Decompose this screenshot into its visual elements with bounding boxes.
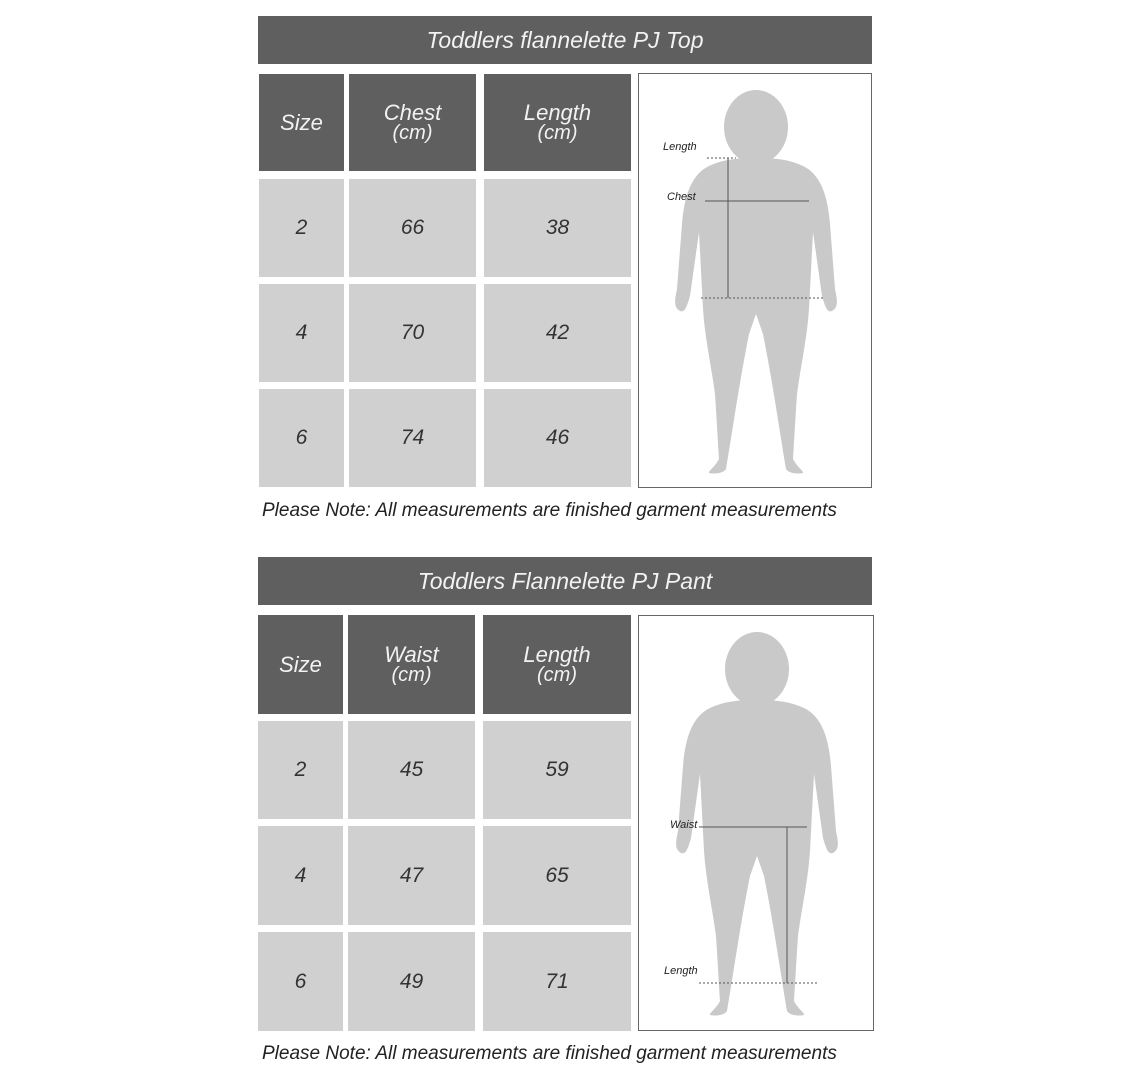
table-cell-length: 46 [484,389,631,487]
header-size [259,74,344,171]
header-size [258,615,343,714]
header-length [483,615,631,714]
table-cell-chest: 70 [349,284,476,382]
table-cell-size: 4 [259,284,344,382]
table-cell-size: 2 [258,721,343,819]
table-cell-chest: 66 [349,179,476,277]
table-cell-size: 6 [259,389,344,487]
figure-label-length: Length [663,141,697,153]
table-cell-length: 38 [484,179,631,277]
child-silhouette-icon [639,74,873,489]
measurement-note: Please Note: All measurements are finished garment measurements [262,1043,837,1064]
figure-label-waist: Waist [670,819,698,831]
header-size-label: Size [279,651,322,677]
header-waist [348,615,475,714]
header-size-label: Size [280,109,323,135]
table-cell-length: 71 [483,932,631,1031]
measurement-figure-panel [638,615,874,1031]
table-cell-size: 4 [258,826,343,925]
header-length-unit: (cm) [537,121,578,144]
table-cell-waist: 45 [348,721,475,819]
header-chest [349,74,476,171]
table-cell-length: 42 [484,284,631,382]
header-waist-unit: (cm) [391,663,432,686]
table-cell-size: 6 [258,932,343,1031]
header-waist-label: Waist [384,641,439,667]
figure-label-chest: Chest [667,191,696,203]
table-cell-waist: 47 [348,826,475,925]
table-cell-size: 2 [259,179,344,277]
table-cell-chest: 74 [349,389,476,487]
child-silhouette-icon [639,616,875,1032]
header-length-unit: (cm) [537,663,577,686]
header-length [484,74,631,171]
header-length-label: Length [523,641,591,667]
figure-label-length: Length [664,965,698,977]
header-chest-label: Chest [383,99,442,125]
table-cell-length: 59 [483,721,631,819]
measurement-figure-panel [638,73,872,488]
pant-chart-title: Toddlers Flannelette PJ Pant [258,557,872,605]
table-cell-waist: 49 [348,932,475,1031]
table-cell-length: 65 [483,826,631,925]
header-length-label: Length [523,99,592,125]
measurement-note: Please Note: All measurements are finished garment measurements [262,500,837,521]
top-chart-title: Toddlers flannelette PJ Top [258,16,872,64]
header-chest-unit: (cm) [392,121,433,144]
